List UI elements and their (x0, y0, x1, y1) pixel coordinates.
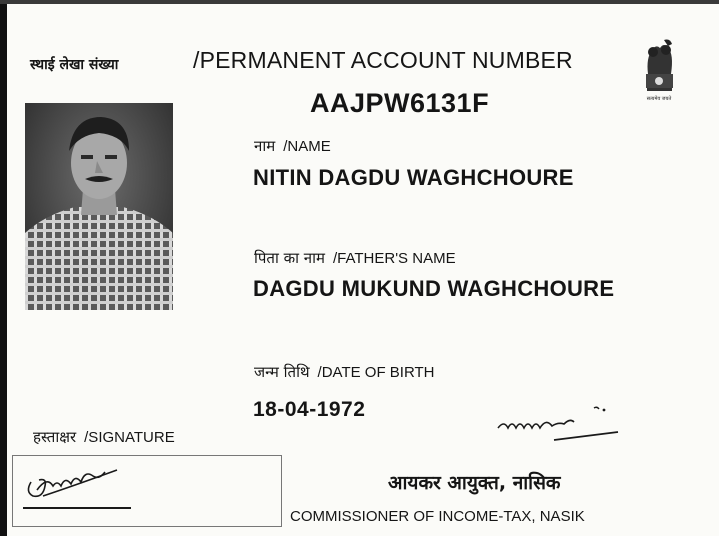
signature-label-english: /SIGNATURE (84, 429, 175, 446)
dob-label-english: /DATE OF BIRTH (317, 364, 435, 381)
authority-hindi: आयकर आयुक्त, नासिक (388, 472, 561, 494)
pan-label-hindi: स्थाई लेखा संख्या (30, 57, 119, 73)
pan-number: AAJPW6131F (310, 88, 490, 118)
name-label (254, 136, 331, 156)
holder-name: NITIN DAGDU WAGHCHOURE (253, 165, 574, 190)
name-label-english: /NAME (283, 138, 331, 155)
holder-photo (25, 103, 173, 310)
date-of-birth: 18-04-1972 (253, 398, 366, 421)
signature-box (12, 455, 282, 527)
authority-english: COMMISSIONER OF INCOME-TAX, NASIK (290, 508, 585, 525)
national-emblem-icon (638, 36, 680, 128)
officer-signature (494, 402, 622, 442)
signature-label-hindi: हस्ताक्षर (33, 428, 77, 446)
pan-label-english: /PERMANENT ACCOUNT NUMBER (193, 47, 573, 73)
father-label-hindi: पिता का नाम (254, 249, 325, 267)
signature-label (33, 427, 175, 447)
father-name-label (254, 248, 456, 268)
card-top-edge (0, 0, 719, 4)
name-label-hindi: नाम (254, 137, 276, 155)
father-name: DAGDU MUKUND WAGHCHOURE (253, 276, 615, 301)
dob-label-hindi: जन्म तिथि (254, 363, 310, 381)
holder-photo-image (25, 103, 173, 310)
holder-signature (13, 456, 283, 528)
emblem-caption: सत्यमेव जयते (646, 96, 672, 102)
father-label-english: /FATHER'S NAME (332, 250, 456, 267)
card-left-edge (0, 0, 7, 536)
dob-label (254, 362, 435, 382)
